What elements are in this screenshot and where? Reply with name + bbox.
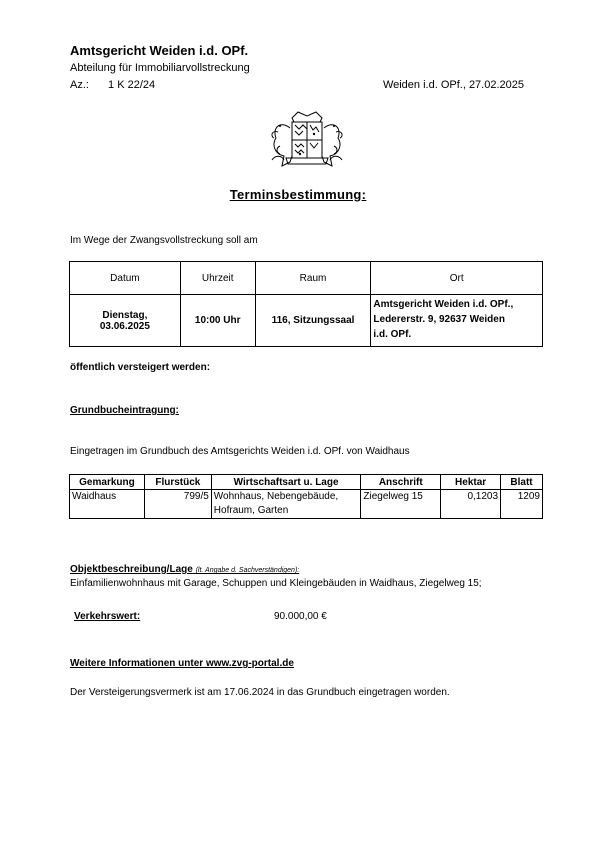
appointment-room: 116, Sitzungssaal [255,295,371,347]
parcel-blatt: 1209 [501,490,543,519]
appointment-place [371,295,543,347]
object-heading-label: Objektbeschreibung/Lage [70,564,193,575]
header-datum: Datum [70,262,181,295]
parcel-row [70,490,543,519]
object-heading [70,564,299,575]
object-description: Einfamilienwohnhaus mit Garage, Schuppen und Kleingebäuden in Waidhaus, Ziegelweg 15; [70,578,482,589]
parcel-hektar: 0,1203 [441,490,501,519]
header-raum: Raum [255,262,371,295]
register-note: Der Versteigerungsvermerk ist am 17.06.2024 in das Grundbuch eingetragen worden. [70,687,450,698]
parcel-gemarkung: Waidhaus [70,490,145,519]
parcel-table [69,474,543,519]
place-date: Weiden i.d. OPf., 27.02.2025 [382,79,524,91]
appointment-date-value: 03.06.2025 [99,320,150,332]
case-number-value: 1 K 22/24 [108,79,156,91]
parcel-anschrift: Ziegelweg 15 [361,490,441,519]
market-value: 90.000,00 € [274,611,327,622]
appointment-table [69,261,543,347]
parcel-flurstueck: 799/5 [144,490,211,519]
appointment-row [70,295,543,347]
department-name: Abteilung für Immobiliarvollstreckung [70,62,250,74]
appointment-place-line3: i.d. OPf. [373,329,412,340]
intro-text: Im Wege der Zwangsvollstreckung soll am [70,235,258,246]
parcel-lage-line1: Wohnhaus, Nebengebäude, [213,491,339,502]
more-info-link[interactable]: Weitere Informationen unter www.zvg-portal.de [70,658,294,669]
header-blatt: Blatt [501,475,543,490]
appointment-place-line1: Amtsgericht Weiden i.d. OPf., [373,299,514,310]
parcel-lage [211,490,361,519]
document-title: Terminsbestimmung: [229,187,367,202]
header-uhrzeit: Uhrzeit [180,262,255,295]
header-wirtschaftsart: Wirtschaftsart u. Lage [211,475,361,490]
appointment-place-line2: Ledererstr. 9, 92637 Weiden [373,314,505,325]
object-source-note: (lt. Angabe d. Sachverständigen): [195,567,300,574]
case-number-label: Az.: [70,79,89,91]
appointment-date [70,295,181,347]
appointment-weekday: Dienstag, [102,309,148,321]
header-flurstueck: Flurstück [144,475,211,490]
parcel-header-row [70,475,543,490]
header-anschrift: Anschrift [361,475,441,490]
land-register-heading: Grundbucheintragung: [70,405,179,416]
bavarian-coat-of-arms-icon [262,110,352,172]
parcel-lage-line2: Hofraum, Garten [213,505,289,516]
appointment-header-row [70,262,543,295]
header-gemarkung: Gemarkung [70,475,145,490]
land-register-text: Eingetragen im Grundbuch des Amtsgerichts Weiden i.d. OPf. von Waidhaus [70,446,410,457]
case-number [70,79,155,91]
court-name: Amtsgericht Weiden i.d. OPf. [70,43,249,58]
header-hektar: Hektar [441,475,501,490]
header-ort: Ort [371,262,543,295]
market-value-label: Verkehrswert: [74,611,141,622]
appointment-time: 10:00 Uhr [180,295,255,347]
auction-statement: öffentlich versteigert werden: [70,362,211,373]
